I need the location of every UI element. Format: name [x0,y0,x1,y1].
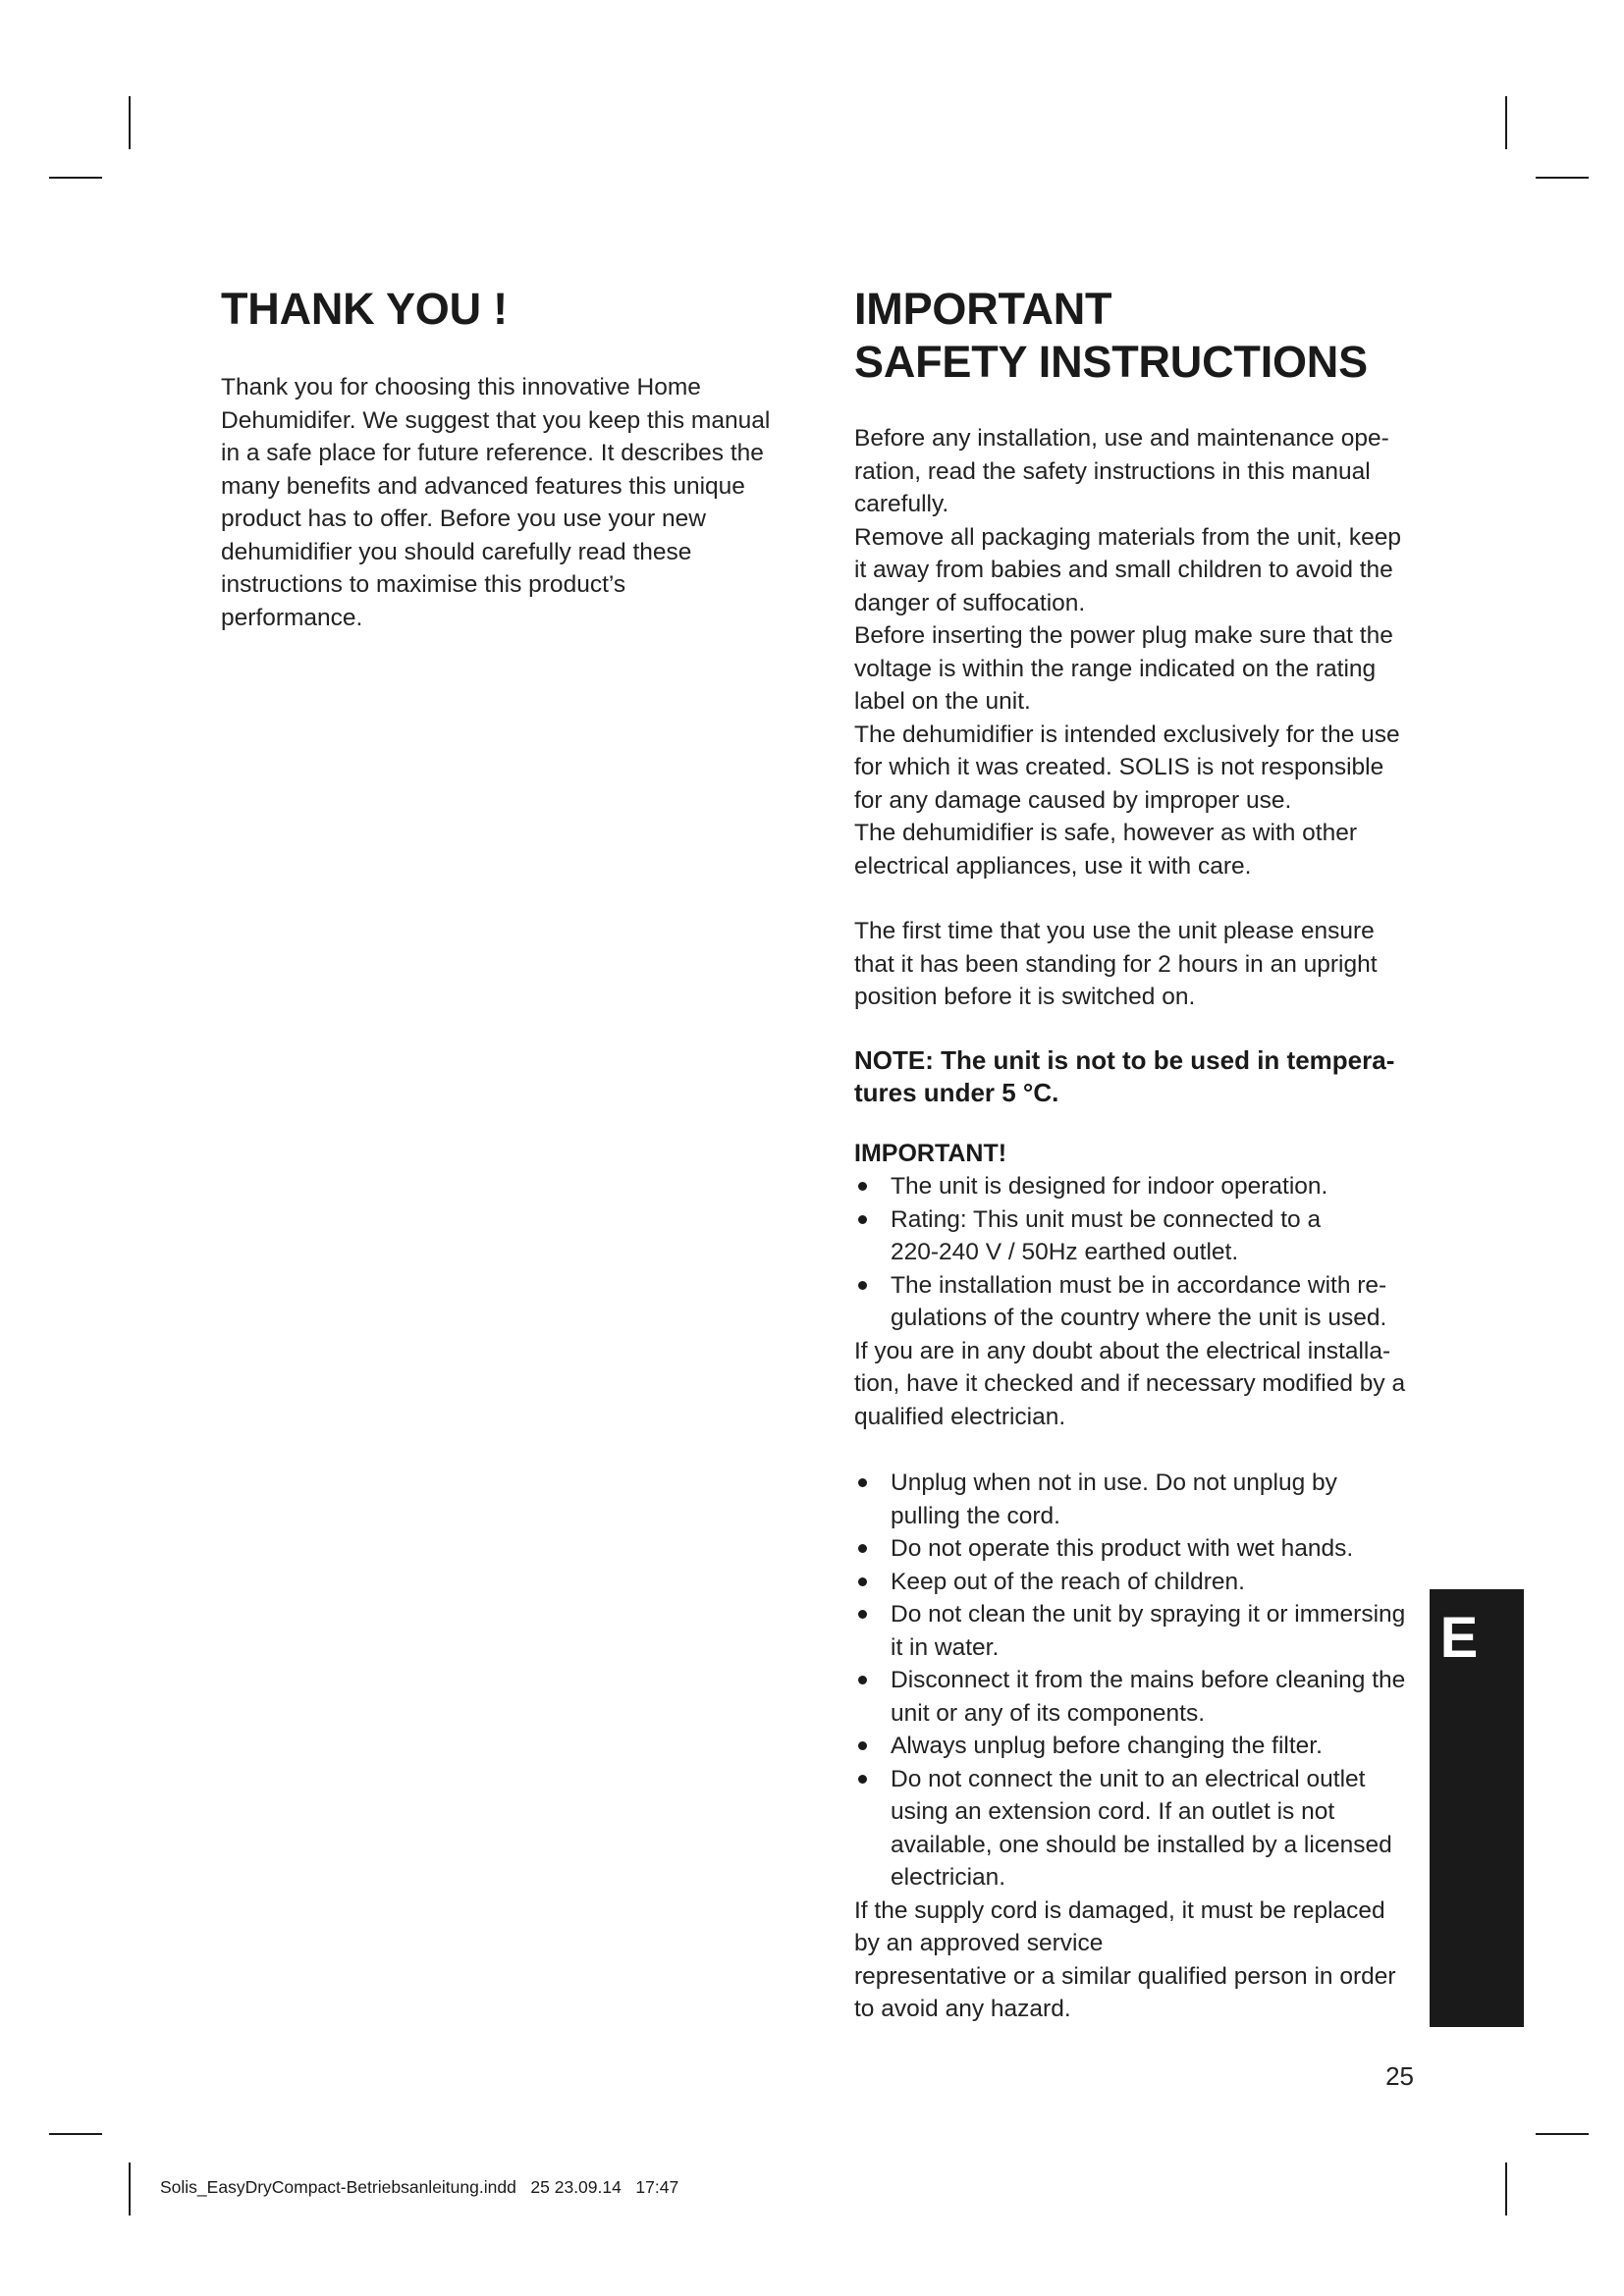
list-item: Do not operate this product with wet hands. [854,1532,1416,1566]
important-label: IMPORTANT! [854,1139,1007,1167]
right-column [854,283,1416,2026]
crop-mark [129,2163,131,2216]
crop-mark [1536,177,1589,179]
bullet-icon [858,1281,867,1290]
supply-cord-paragraph: If the supply cord is damaged, it must be replaced by an approved service representative or a similar qualified person in order to avoid any hazard. [854,1896,1396,2022]
crop-mark [129,96,131,149]
list-item: Unplug when not in use. Do not unplug by pulling the cord. [854,1467,1416,1532]
thank-you-body: Thank you for choosing this innovative Home Dehumidifer. We suggest that you keep this manual in a safe place for future reference. It describes the many benefits and advanced features this unique product has to offer. Before you use your new dehumidifier you should carefully read these instructions to maximise this product’s performance. [221,374,771,631]
crop-mark [1505,2163,1507,2216]
list-item: Rating: This unit must be connected to a 220-240 V / 50Hz earthed outlet. [854,1203,1416,1269]
bullet-icon [858,1610,867,1619]
safety-intro: Before any installation, use and maintenance ope- ration, read the safety instructions in this manual carefully. Remove all packaging materials from the unit, keep it away from babies and small children to avoid the danger of suffocation. Before inserting the power plug make sure that the voltage is within the range indicated on the rating label on the unit. The dehumidifier is intended exclusively for the use for which it was created. SOLIS is not responsible for any damage caused by improper use. The dehumidifier is safe, however as with other electrical appliances, use it with care. [854,425,1401,880]
bullet-icon [858,1577,867,1586]
bullet-icon [858,1741,867,1750]
bullet-icon [858,1182,867,1191]
crop-mark [49,2133,102,2135]
safety-heading-line1: IMPORTANT [854,284,1112,334]
bullet-icon [858,1775,867,1784]
safety-bullet-list [854,1467,1416,1895]
bullet-icon [858,1478,867,1487]
language-tab-letter: E [1439,1606,1479,1670]
print-slug: Solis_EasyDryCompact-Betriebsanleitung.indd 25 23.09.14 17:47 [160,2177,679,2197]
list-item: Disconnect it from the mains before cleaning the unit or any of its components. [854,1664,1416,1730]
list-item: The installation must be in accordance with re- gulations of the country where the unit is used. [854,1269,1416,1335]
list-item: Always unplug before changing the filter. [854,1730,1416,1763]
language-tab [1430,1589,1524,2027]
first-time-paragraph: The first time that you use the unit please ensure that it has been standing for 2 hours in an upright position before it is switched on. [854,918,1378,1010]
thank-you-heading: THANK YOU ! [221,284,508,334]
important-bullet-list [854,1170,1416,1335]
list-item: Do not connect the unit to an electrical outlet using an extension cord. If an outlet is not available, one should be installed by a licensed electrician. [854,1763,1416,1895]
bullet-icon [858,1676,867,1684]
list-item: Do not clean the unit by spraying it or immersing it in water. [854,1598,1416,1664]
page-number: 25 [1385,2061,1414,2091]
list-item: Keep out of the reach of children. [854,1566,1416,1599]
crop-mark [1536,2133,1589,2135]
electrician-doubt-paragraph: If you are in any doubt about the electrical installa- tion, have it checked and if necessary modified by a qualified electrician. [854,1337,1406,1430]
bullet-icon [858,1215,867,1224]
left-column [221,283,790,634]
crop-mark [49,177,102,179]
safety-heading-line2: SAFETY INSTRUCTIONS [854,337,1368,387]
bullet-icon [858,1544,867,1553]
safety-heading [854,283,1416,389]
list-item: The unit is designed for indoor operation. [854,1170,1416,1203]
crop-mark [1505,96,1507,149]
temperature-note: NOTE: The unit is not to be used in tempera- tures under 5 °C. [854,1044,1395,1107]
